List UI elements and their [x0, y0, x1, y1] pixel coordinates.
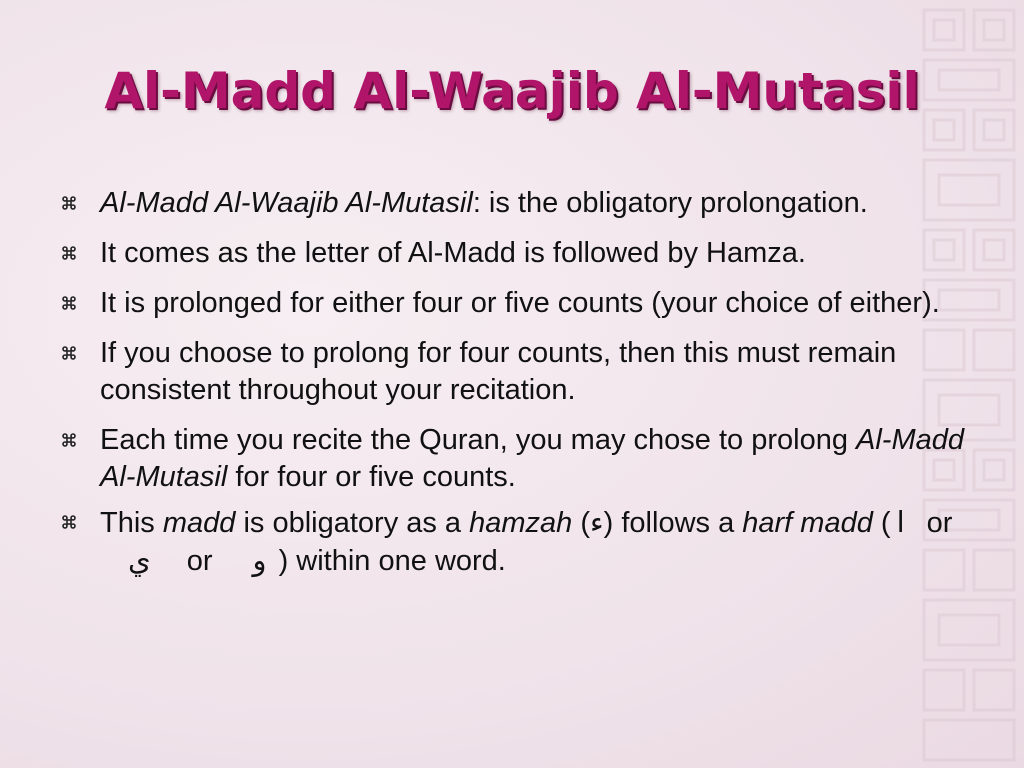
- or-text: or: [926, 507, 953, 539]
- bullet-text: : is the obligatory prolongation.: [472, 187, 868, 219]
- term-madd: madd: [162, 507, 236, 539]
- bullet-text: If you choose to prolong for four counts, then this must remain consistent throughout your recitation.: [100, 337, 897, 406]
- bullet-text: is obligatory as a: [235, 507, 470, 539]
- bullet-item-hamza: [62, 235, 967, 272]
- or-text: or: [186, 545, 213, 577]
- arabic-hamza: ء: [590, 505, 604, 539]
- arabic-alif: ا: [896, 505, 905, 539]
- bullet-text: .: [497, 545, 506, 577]
- command-key-icon: [62, 246, 76, 260]
- term-harf-madd: harf madd: [742, 507, 873, 539]
- term-within-one-word: within one word: [296, 545, 498, 577]
- command-key-icon: [62, 196, 76, 210]
- arabic-ya: ي: [128, 543, 151, 577]
- bullet-text: (: [872, 507, 891, 539]
- command-key-icon: [62, 296, 76, 310]
- bullet-item-definition: [62, 185, 967, 222]
- bullet-item-counts: [62, 285, 967, 322]
- command-key-icon: [62, 515, 76, 529]
- bullet-item-consistency: [62, 335, 967, 409]
- bullet-text: Each time you recite the Quran, you may chose to prolong: [100, 424, 857, 456]
- command-key-icon: [62, 433, 76, 447]
- bullet-text: (: [572, 507, 591, 539]
- bullet-text: It comes as the letter of Al-Madd is followed by Hamza.: [100, 237, 806, 269]
- bullet-text: It is prolonged for either four or five counts (your choice of either).: [100, 287, 940, 319]
- arabic-waw: و: [252, 543, 267, 577]
- bullet-text: This: [100, 507, 163, 539]
- term-madd-mutasil: Al-Madd Al-Mutasil: [100, 424, 965, 493]
- command-key-icon: [62, 346, 76, 360]
- bullet-text: ) follows a: [603, 507, 743, 539]
- bullet-item-recite: [62, 422, 967, 496]
- bullet-text: for four or five counts.: [227, 461, 516, 493]
- term-hamzah: hamzah: [469, 507, 573, 539]
- bullet-text: ): [270, 545, 297, 577]
- bullet-item-obligatory: [62, 504, 967, 580]
- term-madd-waajib-mutasil: Al-Madd Al-Waajib Al-Mutasil: [100, 187, 473, 219]
- slide-title: Al-Madd Al-Waajib Al-Mutasil: [104, 62, 920, 120]
- bullet-list: [62, 185, 967, 580]
